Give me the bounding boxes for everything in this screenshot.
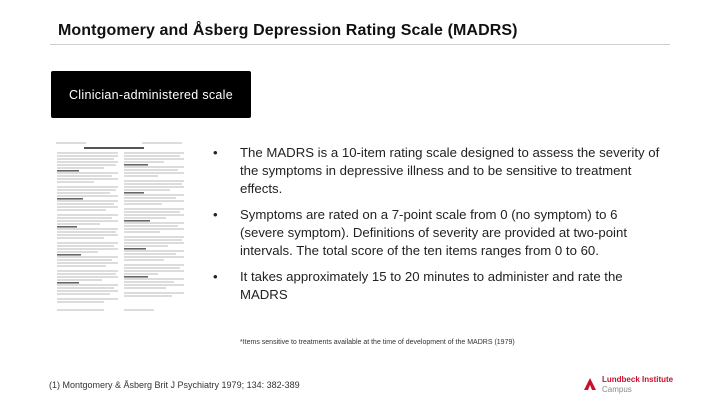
logo-name: Lundbeck Institute xyxy=(602,375,674,384)
list-item xyxy=(213,144,663,198)
bullet-text: The MADRS is a 10-item rating scale designed to assess the severity of the symptoms in depressive illness and to be sensitive to treatment effects. xyxy=(240,145,660,196)
list-item xyxy=(213,206,663,260)
bullet-marker: • xyxy=(213,145,218,160)
bullet-marker: • xyxy=(213,269,218,284)
slide-title: Montgomery and Åsberg Depression Rating Scale (MADRS) xyxy=(58,22,518,39)
bullet-text: It takes approximately 15 to 20 minutes to administer and rate the MADRS xyxy=(240,269,623,302)
logo-subtitle: Campus xyxy=(602,385,632,394)
list-item xyxy=(213,268,663,304)
title-divider xyxy=(50,44,670,45)
scale-type-badge: Clinician-administered scale xyxy=(51,71,251,118)
bullet-marker: • xyxy=(213,207,218,222)
form-document-image xyxy=(54,140,186,318)
bullet-text: Symptoms are rated on a 7-point scale from 0 (no symptom) to 6 (severe symptom). Definitions of severity are provided at two-point intervals. The total score of the ten items ranges from 0 to 60. xyxy=(240,207,627,258)
lundbeck-mark-icon xyxy=(582,376,598,392)
bullet-list xyxy=(213,144,663,312)
reference-citation: (1) Montgomery & Åsberg Brit J Psychiatry 1979; 134: 382-389 xyxy=(49,380,300,390)
madrs-form-thumbnail xyxy=(54,140,186,318)
lundbeck-logo xyxy=(582,374,692,396)
footnote: *Items sensitive to treatments available at the time of development of the MADRS (1979) xyxy=(240,339,515,346)
